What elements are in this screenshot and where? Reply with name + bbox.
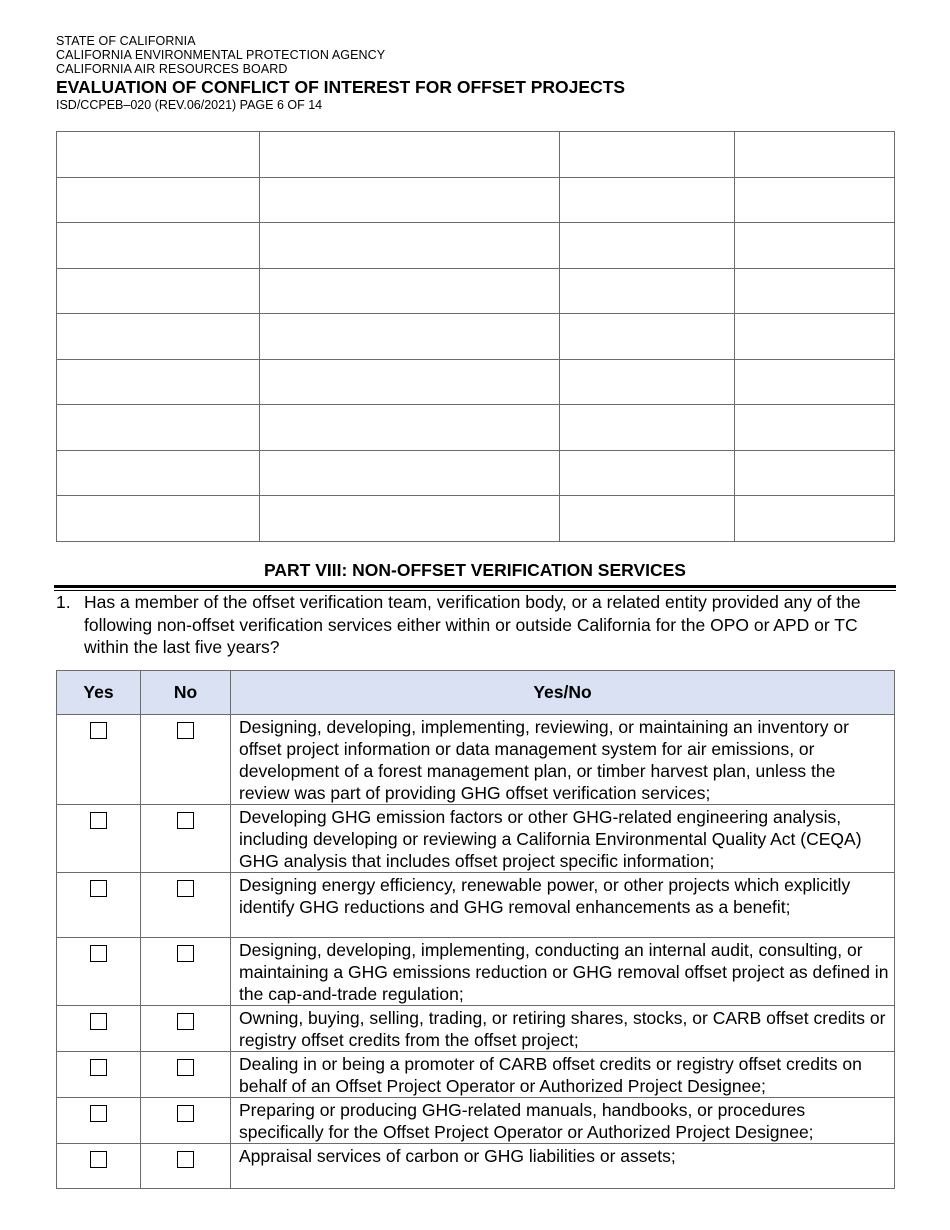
blank-cell[interactable] [57,359,260,405]
blank-cell[interactable] [57,132,260,178]
table-row [57,450,895,496]
blank-cell[interactable] [57,450,260,496]
blank-cell[interactable] [735,450,895,496]
service-description: Designing, developing, implementing, conducting an internal audit, consulting, or maintaining a GHG emissions reduction or GHG removal offset project as defined in the cap-and-trade regulation; [231,938,895,1006]
blank-cell[interactable] [735,496,895,542]
blank-cell[interactable] [57,496,260,542]
blank-cell[interactable] [735,132,895,178]
section-divider [54,585,896,588]
yes-checkbox[interactable] [90,945,107,962]
table-row [57,938,895,1006]
service-description: Developing GHG emission factors or other GHG-related engineering analysis, including developing or reviewing a California Environmental Quality Act (CEQA) GHG analysis that includes offset project specific information; [231,805,895,873]
table-row [57,1144,895,1189]
table-row [57,359,895,405]
blank-cell[interactable] [560,496,735,542]
blank-cell[interactable] [260,359,560,405]
table-row [57,1052,895,1098]
blank-cell[interactable] [260,268,560,314]
table-row [57,1006,895,1052]
table-row [57,1098,895,1144]
table-row [57,223,895,269]
no-checkbox[interactable] [177,722,194,739]
table-row [57,805,895,873]
blank-cell[interactable] [260,223,560,269]
service-description: Designing energy efficiency, renewable power, or other projects which explicitly identify GHG reductions and GHG removal enhancements as a benefit; [231,873,895,938]
blank-cell[interactable] [57,314,260,360]
service-description: Preparing or producing GHG-related manuals, handbooks, or procedures specifically for the Offset Project Operator or Authorized Project Designee; [231,1098,895,1144]
table-row [57,177,895,223]
question-number: 1. [56,592,71,612]
yes-checkbox[interactable] [90,722,107,739]
services-table [56,670,895,1189]
yes-checkbox[interactable] [90,1105,107,1122]
service-description: Owning, buying, selling, trading, or retiring shares, stocks, or CARB offset credits or registry offset credits from the offset project; [231,1006,895,1052]
table-row [57,715,895,805]
yes-checkbox[interactable] [90,812,107,829]
blank-cell[interactable] [560,450,735,496]
blank-cell[interactable] [735,359,895,405]
blank-cell[interactable] [560,223,735,269]
form-id: ISD/CCPEB–020 (REV.06/2021) PAGE 6 OF 14 [56,98,323,112]
column-header-description: Yes/No [231,671,895,715]
column-header-yes: Yes [57,671,141,715]
table-header-row [57,671,895,715]
yes-checkbox[interactable] [90,1151,107,1168]
table-row [57,132,895,178]
blank-cell[interactable] [560,405,735,451]
table-row [57,873,895,938]
no-checkbox[interactable] [177,1151,194,1168]
blank-cell[interactable] [560,177,735,223]
header-board: CALIFORNIA AIR RESOURCES BOARD [56,62,288,76]
table-row [57,405,895,451]
blank-cell[interactable] [260,314,560,360]
blank-cell[interactable] [735,314,895,360]
service-description: Appraisal services of carbon or GHG liabilities or assets; [231,1144,895,1189]
no-checkbox[interactable] [177,1013,194,1030]
question-text: Has a member of the offset verification team, verification body, or a related entity provided any of the following non-offset verification services either within or outside California for the OPO or APD or TC within the last five years? [84,592,861,657]
yes-checkbox[interactable] [90,880,107,897]
yes-checkbox[interactable] [90,1013,107,1030]
service-description: Dealing in or being a promoter of CARB offset credits or registry offset credits on behalf of an Offset Project Operator or Authorized Project Designee; [231,1052,895,1098]
blank-cell[interactable] [735,177,895,223]
part-viii-title: PART VIII: NON-OFFSET VERIFICATION SERVICES [264,560,686,580]
blank-cell[interactable] [57,268,260,314]
header-state: STATE OF CALIFORNIA [56,34,196,48]
blank-cell[interactable] [260,132,560,178]
blank-cell[interactable] [560,268,735,314]
yes-checkbox[interactable] [90,1059,107,1076]
no-checkbox[interactable] [177,880,194,897]
blank-cell[interactable] [57,223,260,269]
column-header-no: No [141,671,231,715]
no-checkbox[interactable] [177,1059,194,1076]
blank-cell[interactable] [560,314,735,360]
header-agency: CALIFORNIA ENVIRONMENTAL PROTECTION AGENCY [56,48,386,62]
no-checkbox[interactable] [177,812,194,829]
continuation-table [56,131,895,542]
no-checkbox[interactable] [177,945,194,962]
table-row [57,268,895,314]
form-title: EVALUATION OF CONFLICT OF INTEREST FOR OFFSET PROJECTS [56,77,626,97]
question-1 [56,591,896,659]
no-checkbox[interactable] [177,1105,194,1122]
blank-cell[interactable] [560,359,735,405]
blank-cell[interactable] [735,405,895,451]
blank-cell[interactable] [260,177,560,223]
blank-cell[interactable] [560,132,735,178]
table-row [57,314,895,360]
blank-cell[interactable] [735,223,895,269]
blank-cell[interactable] [260,496,560,542]
table-row [57,496,895,542]
blank-cell[interactable] [735,268,895,314]
blank-cell[interactable] [260,405,560,451]
blank-cell[interactable] [57,177,260,223]
blank-cell[interactable] [57,405,260,451]
blank-cell[interactable] [260,450,560,496]
service-description: Designing, developing, implementing, reviewing, or maintaining an inventory or offset project information or data management system for air emissions, or development of a forest management plan, or timber harvest plan, unless the review was part of providing GHG offset verification services; [231,715,895,805]
